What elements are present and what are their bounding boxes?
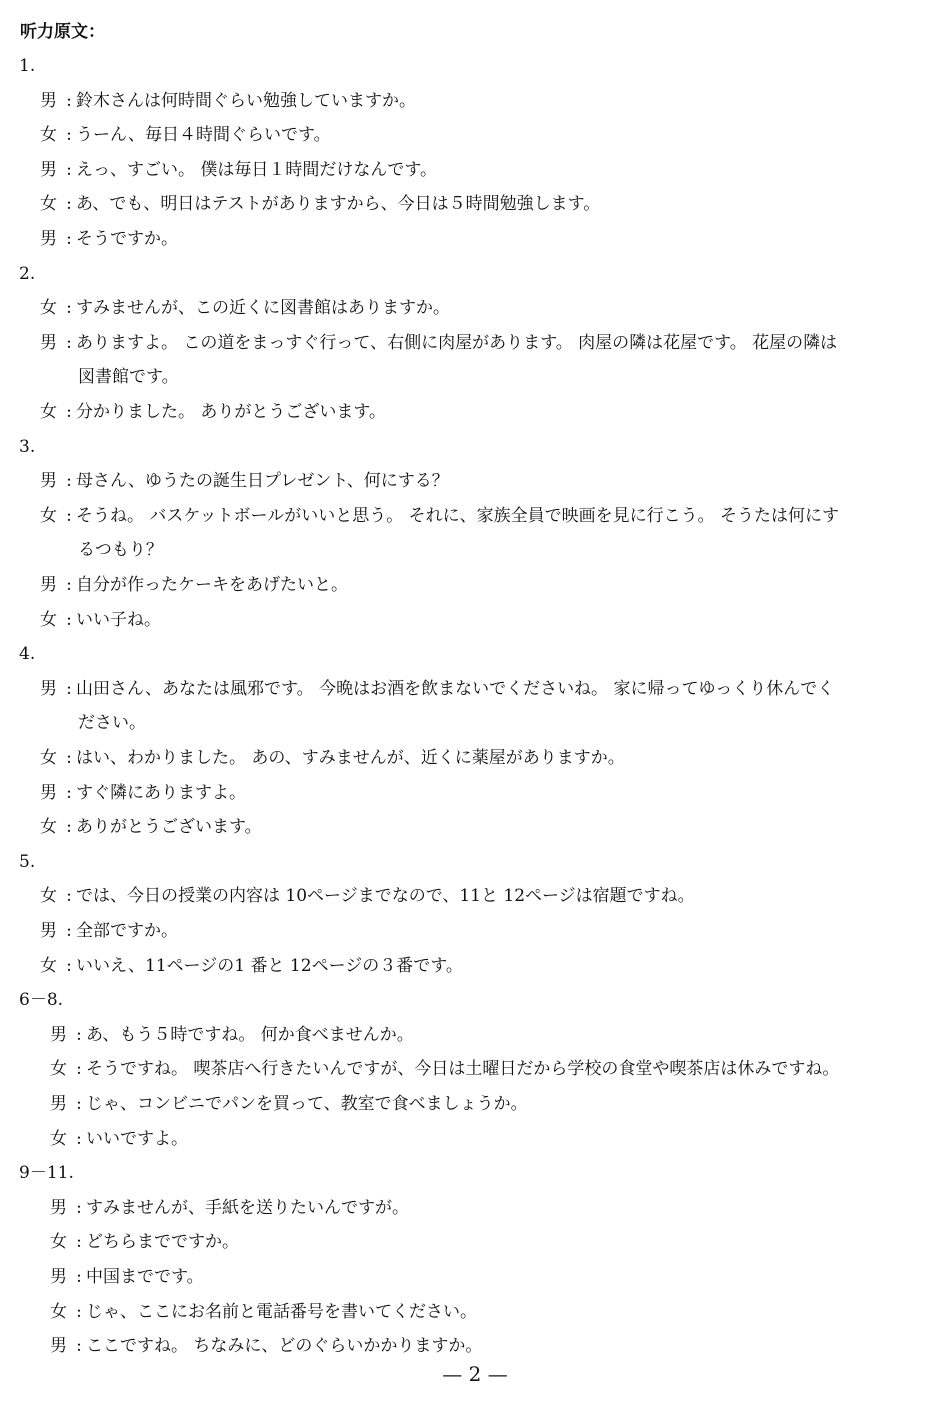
dialogue-text: じゃ、コンビニでパンを買って、教室で食べましょうか。 — [86, 1094, 528, 1114]
dialogue-continuation: るつもり？ — [78, 540, 163, 561]
speaker-colon: : — [66, 921, 72, 941]
speaker-label: 男 — [40, 575, 57, 595]
speaker-label: 女 — [40, 609, 57, 630]
document-title: 听力原文： — [20, 22, 105, 42]
speaker-label: 男 — [40, 921, 57, 941]
speaker-colon: : — [66, 125, 72, 146]
dialogue-text: いいですよ。 — [86, 1128, 188, 1149]
dialogue-line — [50, 1127, 188, 1151]
speaker-label: 女 — [40, 194, 57, 215]
dialogue-text: いいえ、11ページの1 番と 12ページの３番です。 — [76, 955, 463, 976]
speaker-colon: : — [66, 817, 72, 838]
dialogue-line — [40, 89, 416, 113]
speaker-colon: : — [66, 782, 72, 803]
speaker-label: 男 — [40, 332, 57, 353]
dialogue-text: そうですね。 喫茶店へ行きたいんですが、今日は土曜日だから学校の食堂や喫茶店は休みですね。 — [86, 1059, 840, 1080]
speaker-label: 女 — [50, 1301, 67, 1322]
dialogue-text: あ、もう５時ですね。 何か食べませんか。 — [86, 1024, 414, 1045]
speaker-label: 男 — [50, 1024, 67, 1045]
dialogue-text: すぐ隣にありますよ。 — [76, 782, 246, 803]
dialogue-continuation: ださい。 — [78, 713, 146, 734]
speaker-colon: : — [66, 90, 72, 111]
speaker-colon: : — [66, 575, 72, 595]
speaker-colon: : — [66, 229, 72, 249]
dialogue-line — [40, 919, 178, 943]
speaker-label: 男 — [40, 471, 57, 492]
section-number: 3. — [19, 436, 36, 457]
section-number: 6－8. — [19, 990, 64, 1011]
dialogue-line — [40, 227, 178, 251]
dialogue-line — [40, 954, 463, 978]
speaker-colon: : — [76, 1024, 82, 1045]
dialogue-text: うーん、毎日４時間ぐらいです。 — [76, 125, 331, 146]
dialogue-line — [50, 1300, 477, 1324]
speaker-label: 男 — [40, 90, 57, 111]
dialogue-text: はい、わかりました。 あの、すみませんが、近くに薬屋がありますか。 — [76, 748, 625, 768]
dialogue-text: 全部ですか。 — [76, 921, 178, 941]
speaker-colon: : — [76, 1336, 82, 1357]
speaker-label: 男 — [50, 1094, 67, 1114]
dialogue-text: ありがとうございます。 — [76, 817, 262, 838]
dialogue-line — [40, 192, 600, 216]
dialogue-line — [40, 158, 437, 182]
dialogue-line — [40, 504, 839, 528]
speaker-label: 女 — [40, 298, 57, 319]
dialogue-line — [40, 469, 449, 493]
dialogue-text: いい子ね。 — [76, 609, 161, 630]
dialogue-text: 山田さん、あなたは風邪です。 今晩はお酒を飲まないでくださいね。 家に帰ってゆっくり休んでく — [76, 678, 835, 699]
dialogue-line — [40, 746, 625, 770]
speaker-label: 男 — [40, 782, 57, 803]
dialogue-text: えっ、すごい。 僕は毎日１時間だけなんです。 — [76, 159, 438, 180]
speaker-label: 男 — [50, 1267, 67, 1287]
speaker-label: 男 — [40, 678, 57, 699]
dialogue-line — [40, 677, 834, 701]
dialogue-text: じゃ、ここにお名前と電話番号を書いてください。 — [86, 1301, 477, 1322]
speaker-colon: : — [66, 332, 72, 353]
section-number: 4. — [19, 644, 36, 665]
dialogue-line — [40, 296, 450, 320]
speaker-colon: : — [76, 1197, 82, 1218]
dialogue-line — [40, 781, 246, 805]
speaker-colon: : — [66, 194, 72, 215]
dialogue-line — [50, 1023, 414, 1047]
dialogue-line — [50, 1196, 409, 1220]
speaker-label: 女 — [40, 817, 57, 838]
dialogue-text: ここですね。 ちなみに、どのぐらいかかりますか。 — [86, 1336, 483, 1357]
dialogue-text: 鈴木さんは何時間ぐらい勉強していますか。 — [76, 90, 416, 111]
dialogue-text: どちらまでですか。 — [86, 1232, 239, 1253]
speaker-label: 男 — [50, 1336, 67, 1357]
dialogue-line — [50, 1265, 204, 1289]
speaker-label: 男 — [50, 1197, 67, 1218]
speaker-label: 男 — [40, 159, 57, 180]
speaker-label: 女 — [40, 505, 57, 526]
dialogue-text: 分かりました。 ありがとうございます。 — [76, 402, 387, 422]
dialogue-line — [40, 331, 837, 355]
speaker-label: 女 — [40, 748, 57, 768]
dialogue-text: 中国までです。 — [86, 1267, 204, 1287]
dialogue-line — [40, 573, 348, 597]
speaker-colon: : — [66, 471, 72, 492]
section-number: 1. — [19, 56, 36, 76]
section-number: 2. — [19, 263, 36, 284]
speaker-colon: : — [76, 1059, 82, 1080]
speaker-colon: : — [76, 1232, 82, 1253]
speaker-label: 女 — [40, 402, 57, 422]
dialogue-line — [40, 815, 262, 839]
dialogue-line — [50, 1334, 482, 1358]
speaker-label: 女 — [50, 1059, 67, 1080]
speaker-label: 女 — [40, 125, 57, 146]
speaker-colon: : — [66, 609, 72, 630]
dialogue-text: では、今日の授業の内容は 10ページまでなので、11と 12ページは宿題ですね。 — [76, 886, 695, 907]
speaker-colon: : — [76, 1267, 82, 1287]
speaker-colon: : — [76, 1094, 82, 1114]
speaker-label: 女 — [50, 1128, 67, 1149]
speaker-colon: : — [66, 298, 72, 319]
dialogue-line — [50, 1057, 839, 1081]
speaker-colon: : — [66, 505, 72, 526]
dialogue-text: そうね。 バスケットボールがいいと思う。 それに、家族全員で映画を見に行こう。 そうたは何にす — [76, 505, 840, 526]
speaker-colon: : — [66, 678, 72, 699]
dialogue-text: 自分が作ったケーキをあげたいと。 — [76, 575, 348, 595]
speaker-colon: : — [66, 955, 72, 976]
speaker-label: 女 — [50, 1232, 67, 1253]
speaker-colon: : — [66, 748, 72, 768]
speaker-label: 女 — [40, 955, 57, 976]
speaker-colon: : — [66, 159, 72, 180]
speaker-colon: : — [76, 1128, 82, 1149]
speaker-colon: : — [66, 886, 72, 907]
dialogue-continuation: 図書館です。 — [78, 367, 179, 388]
dialogue-text: あ、でも、明日はテストがありますから、今日は５時間勉強します。 — [76, 194, 601, 215]
dialogue-line — [40, 400, 386, 424]
dialogue-line — [40, 608, 161, 632]
dialogue-text: すみませんが、手紙を送りたいんですが。 — [86, 1197, 409, 1218]
dialogue-text: そうですか。 — [76, 229, 178, 249]
speaker-label: 男 — [40, 229, 57, 249]
dialogue-line — [50, 1230, 239, 1254]
dialogue-line — [40, 123, 331, 147]
dialogue-line — [40, 884, 695, 908]
section-number: 5. — [19, 851, 36, 872]
dialogue-text: すみませんが、この近くに図書館はありますか。 — [76, 298, 450, 319]
dialogue-text: 母さん、ゆうたの誕生日プレゼント、何にする？ — [76, 471, 449, 492]
page-number: — 2 — — [442, 1362, 508, 1386]
speaker-label: 女 — [40, 886, 57, 907]
speaker-colon: : — [66, 402, 72, 422]
dialogue-line — [50, 1092, 528, 1116]
dialogue-text: ありますよ。 この道をまっすぐ行って、右側に肉屋があります。 肉屋の隣は花屋です。 花屋の隣は — [76, 332, 838, 353]
section-number: 9－11. — [19, 1163, 74, 1184]
speaker-colon: : — [76, 1301, 82, 1322]
